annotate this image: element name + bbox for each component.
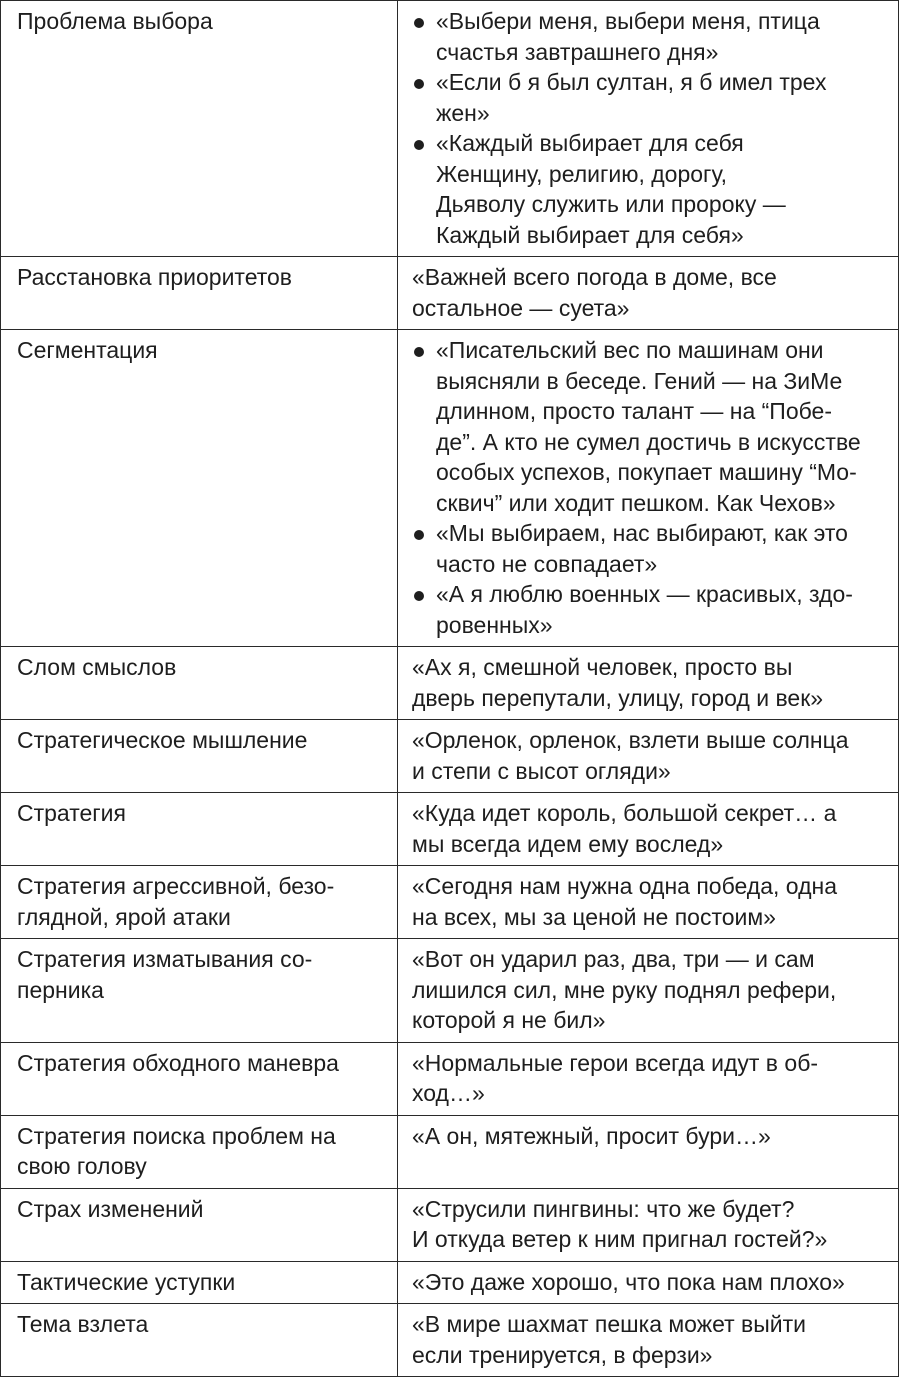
quote-cell: [398, 866, 899, 939]
text-line: Дьяволу служить или пророку —: [436, 191, 786, 217]
quote-cell: [398, 1304, 899, 1377]
text-line: «Вот он ударил раз, два, три — и сам: [412, 946, 815, 972]
table-row: [1, 720, 899, 793]
quote-cell: [398, 257, 899, 330]
text-line: длинном, просто талант — на “Побе-: [436, 398, 832, 424]
quote-cell: [398, 647, 899, 720]
topic-cell: [1, 1, 398, 257]
bullet-icon: [414, 140, 424, 150]
quote-cell: [398, 720, 899, 793]
text-line: «Орленок, орленок, взлети выше солнца: [412, 727, 849, 753]
table-row: [1, 1115, 899, 1188]
text-line: свою голову: [17, 1153, 147, 1179]
list-item: [412, 335, 890, 518]
text-line: Расстановка приоритетов: [17, 264, 293, 290]
bullet-icon: [414, 18, 424, 28]
table-row: [1, 1, 899, 257]
text-line: часто не совпадает»: [436, 550, 658, 577]
topic-cell: [1, 793, 398, 866]
table-row: [1, 257, 899, 330]
text-line: И откуда ветер к ним пригнал гостей?»: [412, 1226, 828, 1252]
text-line: «Каждый выбирает для себя: [436, 130, 744, 156]
text-line: «Мы выбираем, нас выбирают, как это: [436, 520, 848, 546]
table-row: [1, 793, 899, 866]
text-line: «Это даже хорошо, что пока нам плохо»: [412, 1268, 845, 1295]
text-line: дверь перепутали, улицу, город и век»: [412, 684, 824, 711]
table-row: [1, 1188, 899, 1261]
table-row: [1, 330, 899, 647]
bullet-icon: [414, 347, 424, 357]
text-line: сквич” или ходит пешком. Как Чехов»: [436, 489, 836, 516]
bullet-icon: [414, 530, 424, 540]
text-line: остальное — суета»: [412, 294, 630, 321]
text-line: Женщину, религию, дорогу,: [436, 160, 728, 187]
text-line: «В мире шахмат пешка может выйти: [412, 1311, 807, 1337]
text-line: ход…»: [412, 1080, 485, 1106]
quote-cell: [398, 1188, 899, 1261]
quote-cell: [398, 1115, 899, 1188]
text-line: «Нормальные герои всегда идут в об-: [412, 1049, 819, 1076]
text-line: Стратегия: [17, 800, 126, 826]
text-line: Стратегическое мышление: [17, 727, 308, 753]
text-line: «Ах я, смешной человек, просто вы: [412, 654, 793, 680]
quote-cell: [398, 793, 899, 866]
text-line: перника: [17, 976, 104, 1003]
topic-cell: [1, 939, 398, 1043]
quote-cell: [398, 1, 899, 257]
text-line: «Струсили пингвины: что же будет?: [412, 1195, 795, 1222]
topic-cell: [1, 720, 398, 793]
table-row: [1, 1304, 899, 1377]
text-line: Стратегия обходного маневра: [17, 1049, 339, 1076]
topic-cell: [1, 1304, 398, 1377]
quote-list: [412, 6, 890, 250]
text-line: Тактические уступки: [17, 1268, 236, 1295]
text-line: Проблема выбора: [17, 8, 213, 34]
table-body: [1, 1, 899, 1377]
text-line: счастья завтрашнего дня»: [436, 38, 719, 65]
text-line: на всех, мы за ценой не постоим»: [412, 903, 776, 930]
table-row: [1, 1261, 899, 1304]
topic-cell: [1, 257, 398, 330]
text-line: и степи с высот огляди»: [412, 757, 671, 784]
topic-cell: [1, 1261, 398, 1304]
text-line: которой я не бил»: [412, 1007, 606, 1033]
table-row: [1, 939, 899, 1043]
text-line: лишился сил, мне руку поднял рефери,: [412, 976, 837, 1003]
table-row: [1, 866, 899, 939]
text-line: «Куда идет король, большой секрет… а: [412, 800, 837, 826]
topic-cell: [1, 866, 398, 939]
topic-cell: [1, 1115, 398, 1188]
list-item: [412, 6, 890, 67]
text-line: Страх изменений: [17, 1195, 204, 1222]
text-line: «Выбери меня, выбери меня, птица: [436, 8, 820, 34]
text-line: Каждый выбирает для себя»: [436, 221, 744, 248]
list-item: [412, 579, 890, 640]
text-line: «Важней всего погода в доме, все: [412, 264, 777, 290]
topic-cell: [1, 1042, 398, 1115]
text-line: «Писательский вес по машинам они: [436, 337, 824, 363]
topic-cell: [1, 647, 398, 720]
text-line: выясняли в беседе. Гений — на ЗиМе: [436, 367, 843, 394]
bullet-icon: [414, 79, 424, 89]
quote-cell: [398, 1261, 899, 1304]
list-item: [412, 518, 890, 579]
text-line: Стратегия изматывания со-: [17, 946, 313, 972]
text-line: жен»: [436, 99, 490, 126]
quote-cell: [398, 330, 899, 647]
text-line: глядной, ярой атаки: [17, 903, 231, 930]
text-line: Сегментация: [17, 337, 158, 363]
text-line: Стратегия поиска проблем на: [17, 1122, 336, 1149]
text-line: «А он, мятежный, просит бури…»: [412, 1122, 771, 1149]
quote-cell: [398, 1042, 899, 1115]
quote-cell: [398, 939, 899, 1043]
text-line: «Сегодня нам нужна одна победа, одна: [412, 873, 837, 899]
text-line: «Если б я был султан, я б имел трех: [436, 69, 827, 95]
text-line: если тренируется, в ферзи»: [412, 1341, 713, 1368]
text-line: Тема взлета: [17, 1311, 149, 1337]
list-item: [412, 128, 890, 250]
quote-list: [412, 335, 890, 640]
text-line: «А я люблю военных — красивых, здо-: [436, 581, 853, 607]
topic-cell: [1, 330, 398, 647]
topic-cell: [1, 1188, 398, 1261]
text-line: особых успехов, покупает машину “Мо-: [436, 459, 857, 485]
text-line: ровенных»: [436, 611, 553, 638]
table-row: [1, 1042, 899, 1115]
table-row: [1, 647, 899, 720]
list-item: [412, 67, 890, 128]
bullet-icon: [414, 591, 424, 601]
text-line: Слом смыслов: [17, 654, 177, 680]
text-line: Стратегия агрессивной, безо-: [17, 873, 335, 899]
text-line: мы всегда идем ему вослед»: [412, 830, 724, 857]
text-line: де”. А кто не сумел достичь в искусстве: [436, 428, 861, 455]
